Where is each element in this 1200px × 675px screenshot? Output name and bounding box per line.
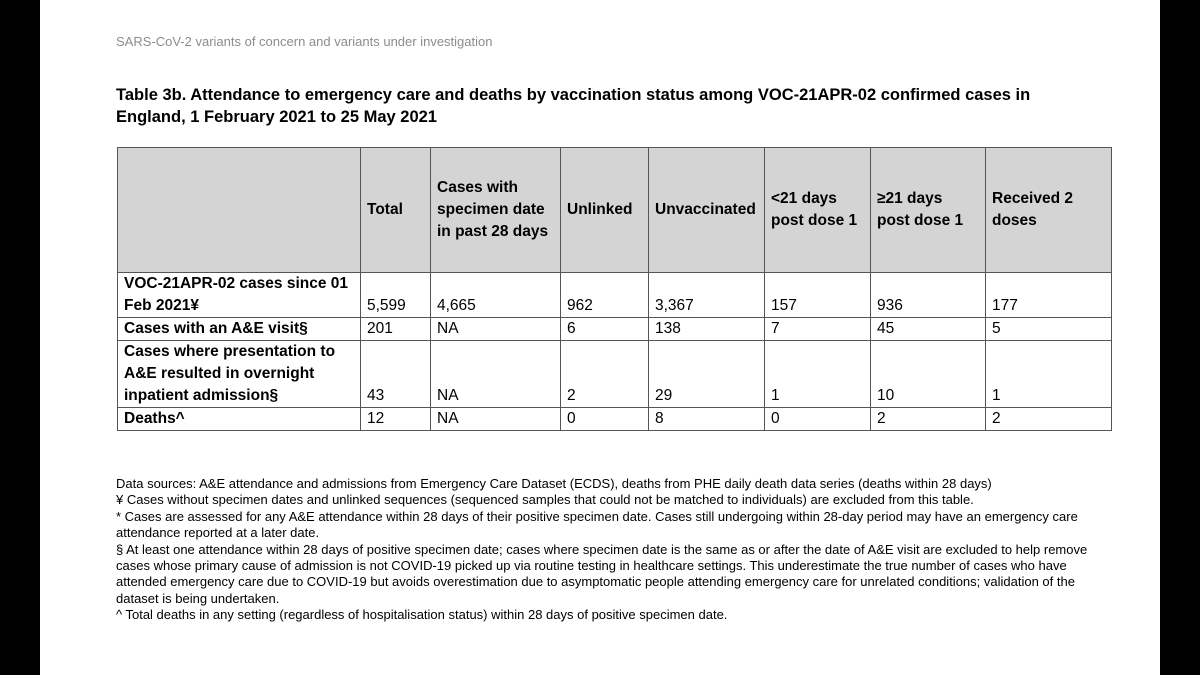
table-cell: NA xyxy=(431,318,561,341)
table-caption xyxy=(116,84,1076,128)
table-row xyxy=(118,341,1112,408)
table-cell: 201 xyxy=(361,318,431,341)
row-label: Cases where presentation to A&E resulted in overnight inpatient admission§ xyxy=(118,341,361,408)
header-corner-cell xyxy=(118,148,361,273)
table-cell: 157 xyxy=(765,273,871,318)
table-cell: 3,367 xyxy=(649,273,765,318)
table-cell: 0 xyxy=(561,408,649,431)
table-cell: 8 xyxy=(649,408,765,431)
table-cell: 43 xyxy=(361,341,431,408)
row-label: Cases with an A&E visit§ xyxy=(118,318,361,341)
table-cell: 936 xyxy=(871,273,986,318)
table-cell: 10 xyxy=(871,341,986,408)
column-header: Total xyxy=(361,148,431,273)
footnotes xyxy=(116,476,1101,624)
footnote-yen: ¥ Cases without specimen dates and unlinked sequences (sequenced samples that could not be matched to individuals) are excluded from this table. xyxy=(116,492,974,508)
document-page xyxy=(40,0,1160,675)
table-cell: 29 xyxy=(649,341,765,408)
table-cell: NA xyxy=(431,341,561,408)
table-cell: 2 xyxy=(561,341,649,408)
column-header: ≥21 days post dose 1 xyxy=(871,148,986,273)
table-row xyxy=(118,318,1112,341)
table-cell: 1 xyxy=(765,341,871,408)
data-table xyxy=(117,147,1112,431)
caption-line-1: Table 3b. Attendance to emergency care and deaths by vaccination status among VOC-21APR-02 confirmed cases in xyxy=(116,86,1031,104)
table-cell: 5,599 xyxy=(361,273,431,318)
table-row xyxy=(118,408,1112,431)
footnote-caret: ^ Total deaths in any setting (regardless of hospitalisation status) within 28 days of positive specimen date. xyxy=(116,607,728,623)
table-cell: 2 xyxy=(871,408,986,431)
row-label: Deaths^ xyxy=(118,408,361,431)
table-cell: 1 xyxy=(986,341,1112,408)
column-header: Received 2 doses xyxy=(986,148,1112,273)
table-header-row xyxy=(118,148,1112,273)
table-cell: NA xyxy=(431,408,561,431)
column-header: Unlinked xyxy=(561,148,649,273)
column-header: Cases with specimen date in past 28 days xyxy=(431,148,561,273)
footnote-section: § At least one attendance within 28 days of positive specimen date; cases where specimen date is the same as or after the date of A&E visit are excluded to help remove cases whose primary cause of admission is not COVID-19 picked up via routine testing in healthcare settings. This underestimate the true number of cases who have attended emergency care due to COVID-19 but avoids overestimation due to asymptomatic people attending emergency care for unrelated conditions; validation of the dataset is being undertaken. xyxy=(116,541,1088,606)
table-cell: 6 xyxy=(561,318,649,341)
table-row xyxy=(118,273,1112,318)
table-cell: 4,665 xyxy=(431,273,561,318)
caption-line-2: England, 1 February 2021 to 25 May 2021 xyxy=(116,108,437,126)
table-cell: 45 xyxy=(871,318,986,341)
footnote-data-sources: Data sources: A&E attendance and admissions from Emergency Care Dataset (ECDS), deaths from PHE daily death data series (deaths within 28 days) xyxy=(116,476,992,491)
table-cell: 177 xyxy=(986,273,1112,318)
row-label: VOC-21APR-02 cases since 01 Feb 2021¥ xyxy=(118,273,361,318)
footnote-asterisk: * Cases are assessed for any A&E attendance within 28 days of their positive specimen date. Cases still undergoing within 28-day period may have an emergency care attendance reported at a later date. xyxy=(116,508,1078,541)
table-cell: 7 xyxy=(765,318,871,341)
column-header: Unvaccinated xyxy=(649,148,765,273)
running-header: SARS-CoV-2 variants of concern and variants under investigation xyxy=(116,34,493,49)
table-cell: 5 xyxy=(986,318,1112,341)
table-cell: 138 xyxy=(649,318,765,341)
column-header: <21 days post dose 1 xyxy=(765,148,871,273)
table-cell: 2 xyxy=(986,408,1112,431)
table-cell: 0 xyxy=(765,408,871,431)
table-cell: 12 xyxy=(361,408,431,431)
table-cell: 962 xyxy=(561,273,649,318)
